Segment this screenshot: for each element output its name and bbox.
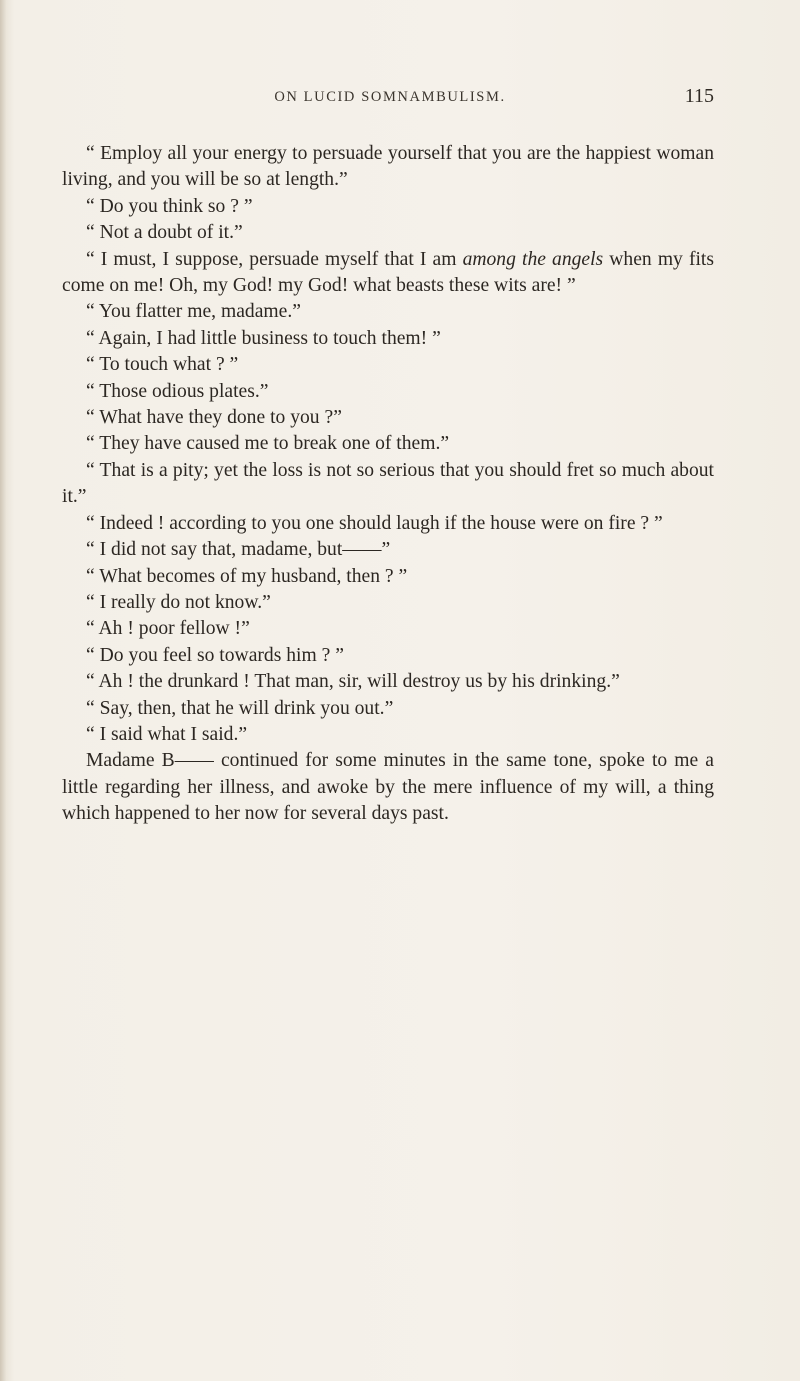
paragraph: “ Indeed ! according to you one should laugh if the house were on fire ? ” bbox=[86, 512, 663, 534]
running-head: ON LUCID SOMNAMBULISM. bbox=[274, 89, 506, 105]
paragraph: “ Not a doubt of it.” bbox=[86, 222, 243, 244]
paragraph: “ Do you think so ? ” bbox=[86, 195, 253, 217]
paragraph: Madame B—— continued for some minutes in the same tone, spoke to me a little regarding her illness, and awoke by the mere influence of my will, a thing which happened to her now for several days past. bbox=[62, 750, 714, 825]
paragraph: “ Do you feel so towards him ? ” bbox=[86, 644, 344, 666]
paragraph bbox=[62, 247, 714, 300]
page-header bbox=[68, 85, 712, 111]
paragraph: “ Those odious plates.” bbox=[86, 380, 269, 402]
paragraph-text: “ I must, I suppose, persuade myself that I am bbox=[86, 248, 463, 270]
paragraph: “ Again, I had little business to touch them! ” bbox=[86, 327, 441, 349]
paragraph: “ You flatter me, madame.” bbox=[86, 301, 301, 323]
paragraph: “ I said what I said.” bbox=[86, 723, 248, 745]
page-gutter-edge bbox=[0, 0, 6, 1381]
paragraph: “ I did not say that, madame, but——” bbox=[86, 539, 391, 561]
paragraph: “ Say, then, that he will drink you out.” bbox=[86, 697, 394, 719]
paragraph: “ I really do not know.” bbox=[86, 591, 271, 613]
body-text bbox=[62, 141, 714, 828]
paragraph: “ That is a pity; yet the loss is not so serious that you should fret so much about it.” bbox=[62, 459, 714, 508]
paragraph: “ Ah ! poor fellow !” bbox=[86, 618, 250, 640]
paragraph: “ They have caused me to break one of them.” bbox=[86, 433, 450, 455]
paragraph: “ Ah ! the drunkard ! That man, sir, will destroy us by his drinking.” bbox=[86, 671, 620, 693]
paragraph: “ What have they done to you ?” bbox=[86, 407, 342, 429]
paragraph: “ Employ all your energy to persuade yourself that you are the happiest woman living, and you will be so at length.” bbox=[62, 143, 714, 191]
italic-phrase: among the angels bbox=[462, 248, 604, 270]
paragraph: “ What becomes of my husband, then ? ” bbox=[86, 565, 408, 587]
paragraph: “ To touch what ? ” bbox=[86, 354, 239, 376]
page-number: 115 bbox=[684, 85, 714, 107]
paragraph-text: when my fits come on me! Oh, my God! my God! what beasts these wits are! ” bbox=[62, 248, 714, 297]
